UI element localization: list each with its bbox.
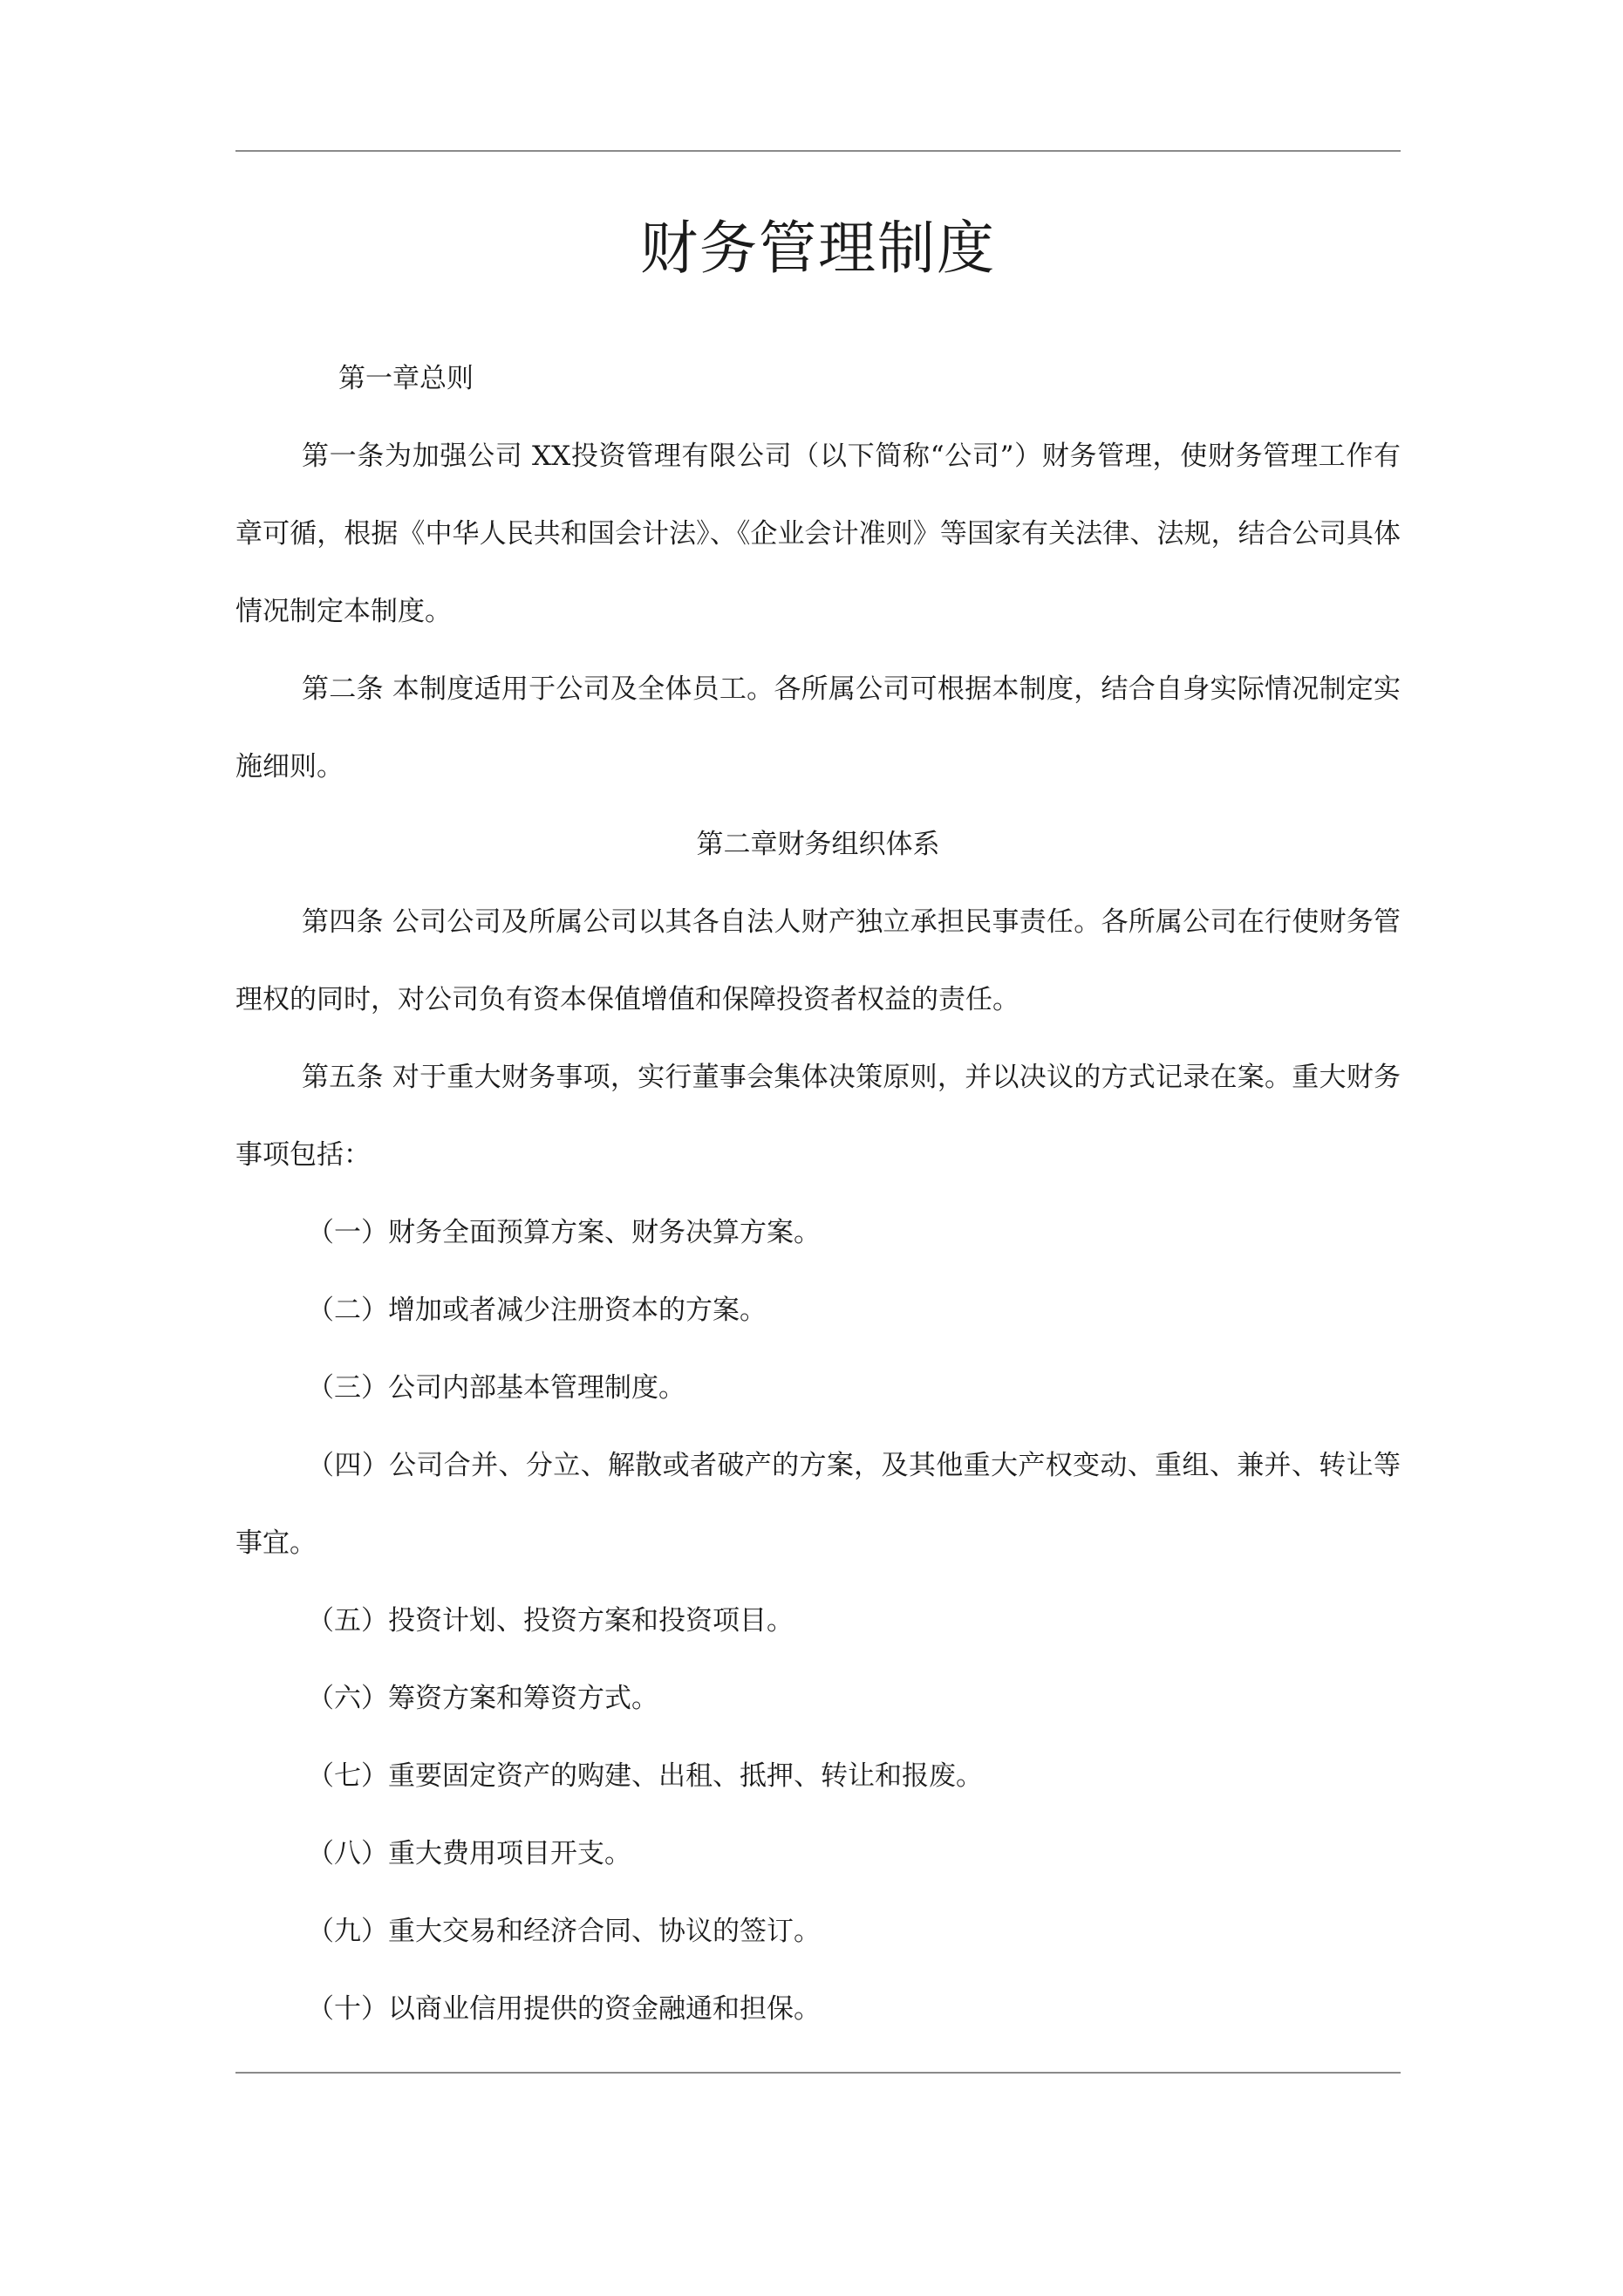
list-item: （八）重大费用项目开支。 bbox=[307, 1838, 631, 1869]
list-item: （一）财务全面预算方案、财务决算方案。 bbox=[307, 1217, 821, 1248]
article-2: 第二条 本制度适用于公司及全体员工。各所属公司可根据本制度，结合自身实际情况制定实施细则。 bbox=[235, 673, 1401, 782]
list-item: （二）增加或者减少注册资本的方案。 bbox=[307, 1295, 767, 1326]
footer-rule bbox=[235, 2072, 1401, 2074]
list-item: （九）重大交易和经济合同、协议的签订。 bbox=[307, 1916, 821, 1947]
document-body bbox=[235, 340, 1401, 2048]
list-item: （六）筹资方案和筹资方式。 bbox=[307, 1683, 658, 1714]
list-item: （十）以商业信用提供的资金融通和担保。 bbox=[307, 1993, 821, 2025]
article-5: 第五条 对于重大财务事项，实行董事会集体决策原则，并以决议的方式记录在案。重大财务事项包括： bbox=[235, 1062, 1401, 1171]
list-item: （七）重要固定资产的购建、出租、抵押、转让和报废。 bbox=[307, 1760, 983, 1792]
chapter-2-heading: 第二章财务组织体系 bbox=[696, 829, 940, 860]
header-rule bbox=[235, 150, 1401, 152]
list-item: （三）公司内部基本管理制度。 bbox=[307, 1372, 685, 1404]
list-item: （四）公司合并、分立、解散或者破产的方案，及其他重大产权变动、重组、兼并、转让等事宜。 bbox=[235, 1450, 1401, 1559]
article-1: 第一条为加强公司 XX投资管理有限公司（以下简称“公司”）财务管理，使财务管理工作有章可循，根据《中华人民共和国会计法》、《企业会计准则》等国家有关法律、法规，结合公司具体情况制定本制度。 bbox=[235, 441, 1401, 627]
list-item: （五）投资计划、投资方案和投资项目。 bbox=[307, 1605, 794, 1637]
document-title: 财务管理制度 bbox=[640, 215, 996, 282]
chapter-1-heading: 第一章总则 bbox=[338, 363, 474, 394]
article-4: 第四条 公司公司及所属公司以其各自法人财产独立承担民事责任。各所属公司在行使财务管理权的同时，对公司负有资本保值增值和保障投资者权益的责任。 bbox=[235, 906, 1401, 1015]
